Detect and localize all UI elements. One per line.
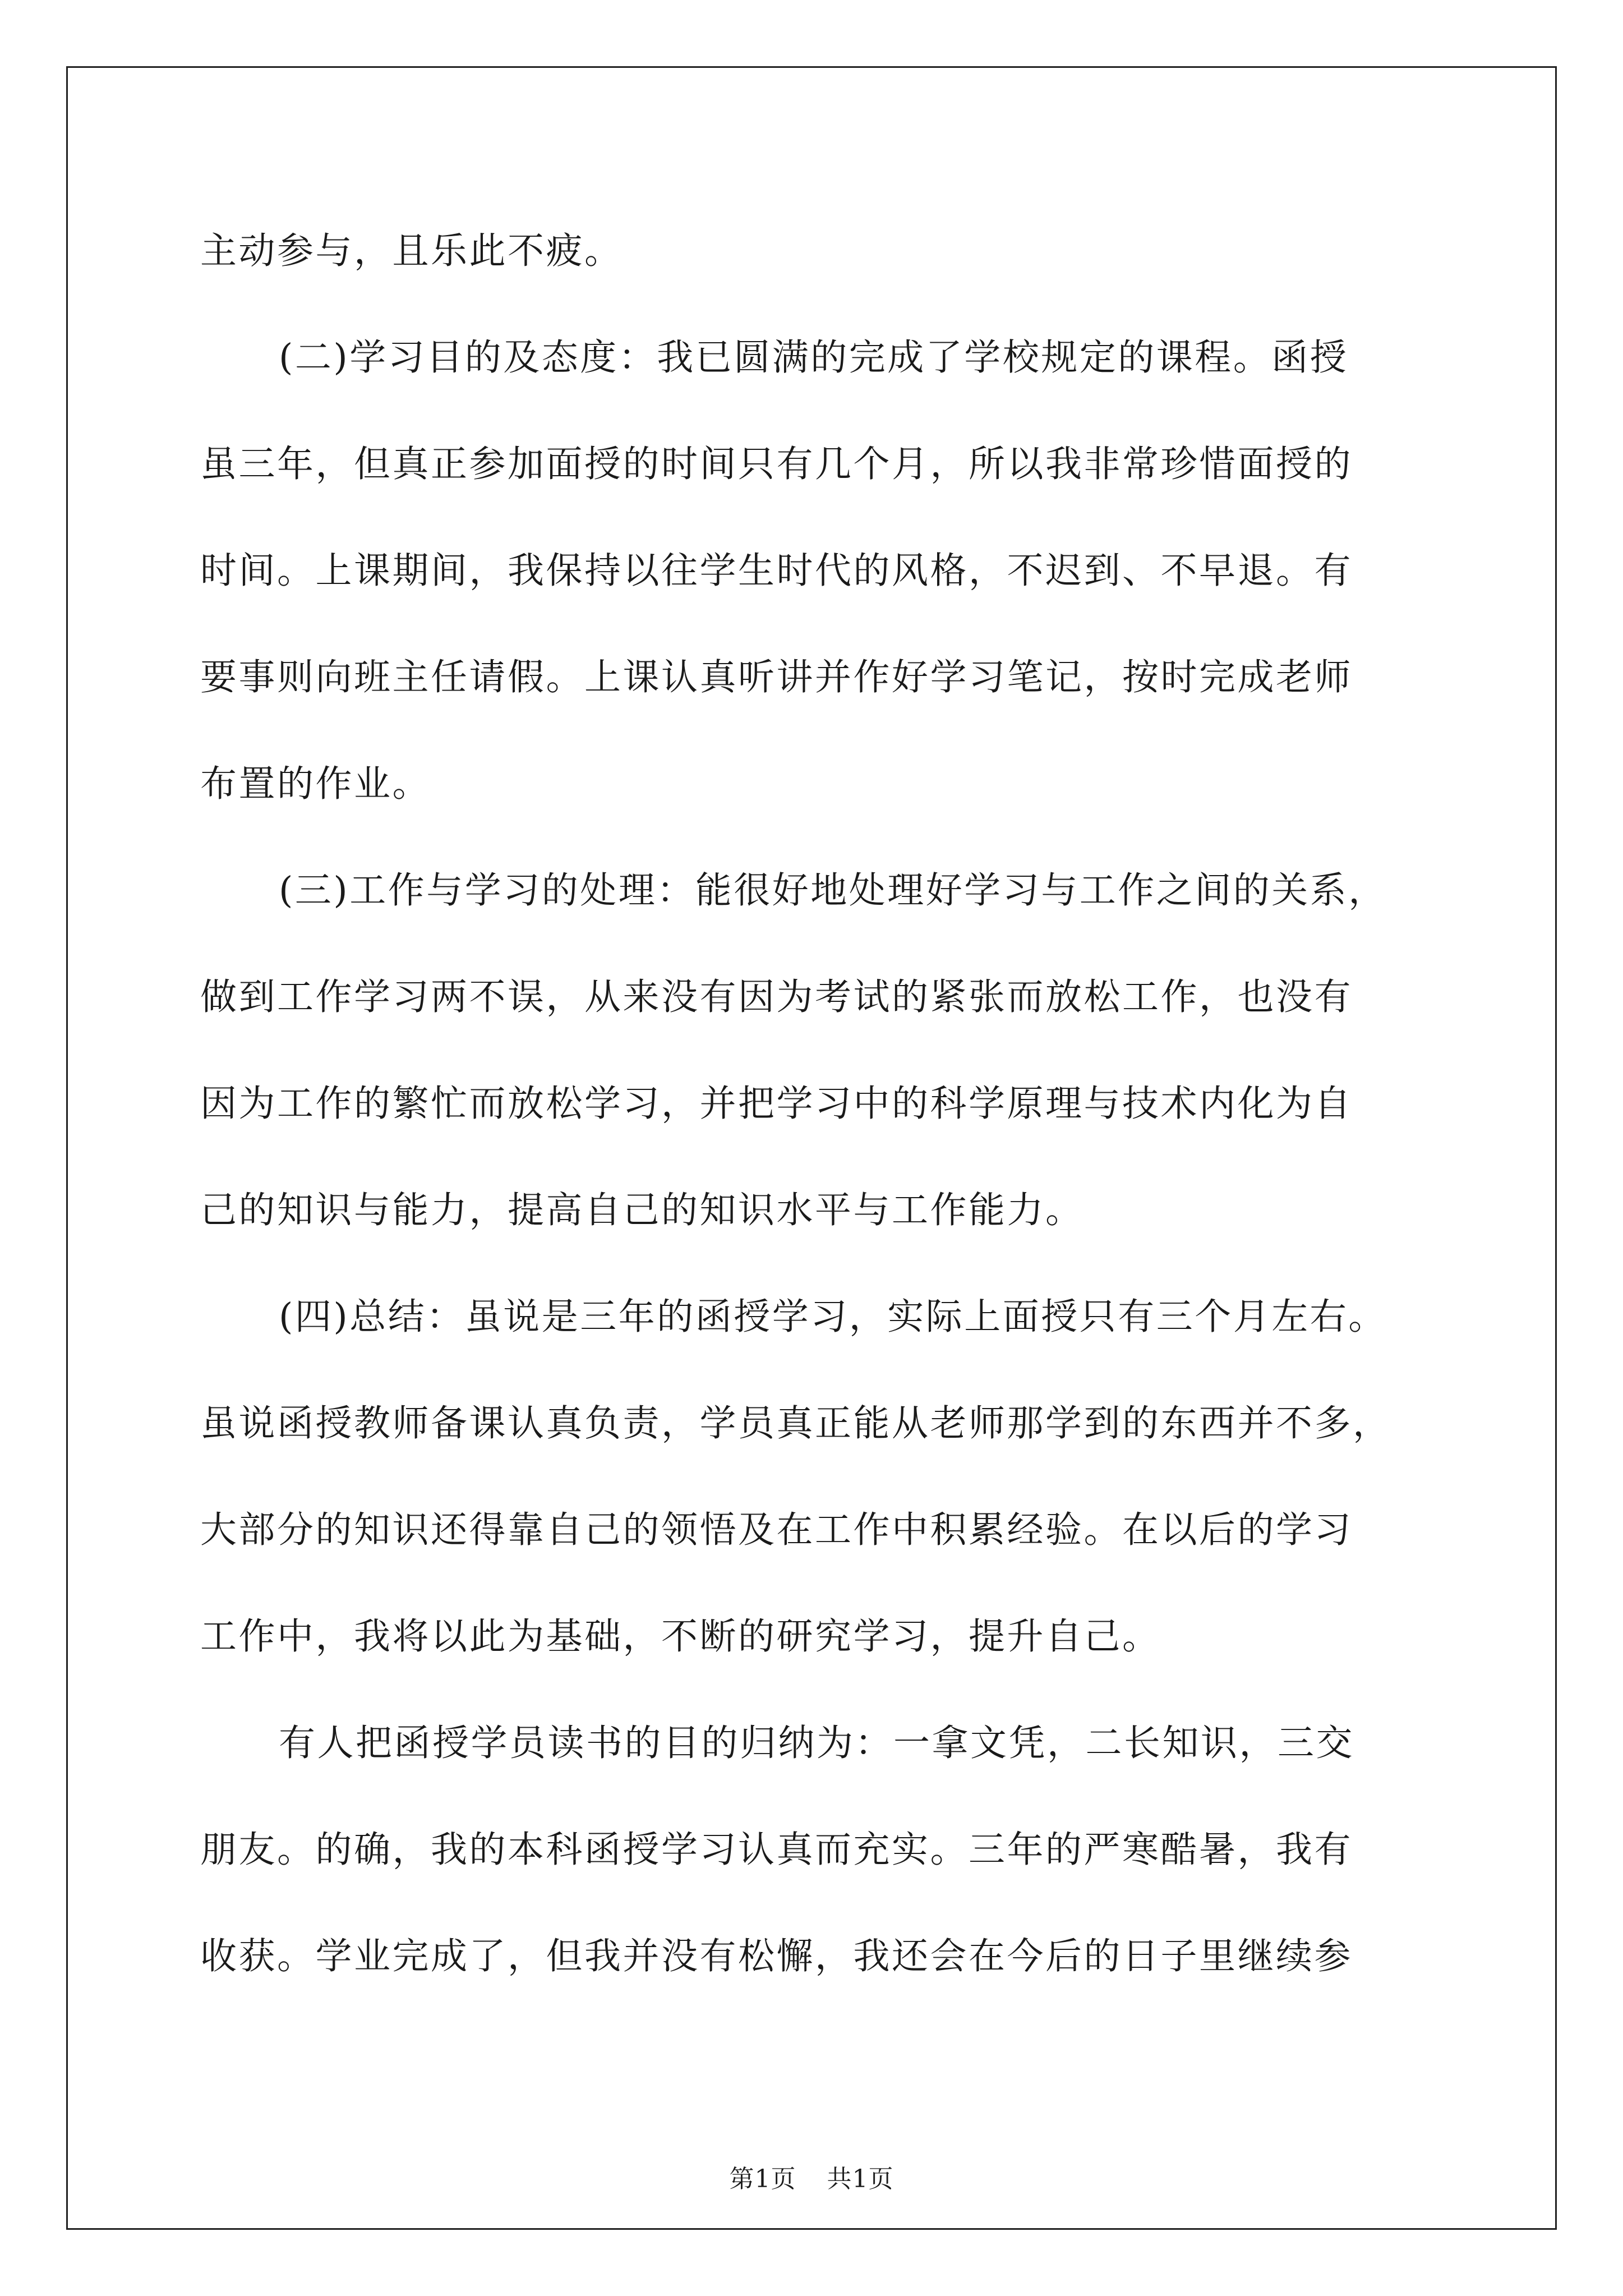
text-line: 大部分的知识还得靠自己的领悟及在工作中积累经验。在以后的学习 — [200, 1509, 1353, 1551]
text-line: 收获。学业完成了，但我并没有松懈，我还会在今后的日子里继续参 — [200, 1935, 1353, 1977]
text-line: 主动参与，且乐此不疲。 — [200, 230, 623, 272]
text-line: 有人把函授学员读书的目的归纳为：一拿文凭，二长知识，三交 — [279, 1722, 1355, 1764]
text-line: 朋友。的确，我的本科函授学习认真而充实。三年的严寒酷暑，我有 — [200, 1829, 1353, 1871]
text-line: 己的知识与能力，提高自己的知识水平与工作能力。 — [200, 1189, 1084, 1231]
text-line: 工作中，我将以此为基础，不断的研究学习，提升自己。 — [200, 1616, 1161, 1658]
page-count: 共1页 — [827, 2165, 894, 2193]
text-line: 要事则向班主任请假。上课认真听讲并作好学习笔记，按时完成老师 — [200, 656, 1353, 698]
page-number: 第1页 — [729, 2165, 796, 2193]
text-line: (三)工作与学习的处理：能很好地处理好学习与工作之间的关系， — [279, 869, 1387, 912]
text-line: 虽三年，但真正参加面授的时间只有几个月，所以我非常珍惜面授的 — [200, 443, 1353, 485]
text-line: 时间。上课期间，我保持以往学生时代的风格，不迟到、不早退。有 — [200, 550, 1353, 592]
text-line: 布置的作业。 — [200, 763, 431, 805]
text-line: 做到工作学习两不误，从来没有因为考试的紧张而放松工作，也没有 — [200, 976, 1353, 1018]
page-footer — [0, 2162, 1623, 2196]
text-line: (四)总结：虽说是三年的函授学习，实际上面授只有三个月左右。 — [279, 1296, 1387, 1338]
document-body — [200, 218, 1462, 2030]
text-line: (二)学习目的及态度：我已圆满的完成了学校规定的课程。函授 — [279, 337, 1349, 379]
text-line: 虽说函授教师备课认真负责，学员真正能从老师那学到的东西并不多， — [200, 1402, 1391, 1444]
text-line: 因为工作的繁忙而放松学习，并把学习中的科学原理与技术内化为自 — [200, 1083, 1353, 1125]
